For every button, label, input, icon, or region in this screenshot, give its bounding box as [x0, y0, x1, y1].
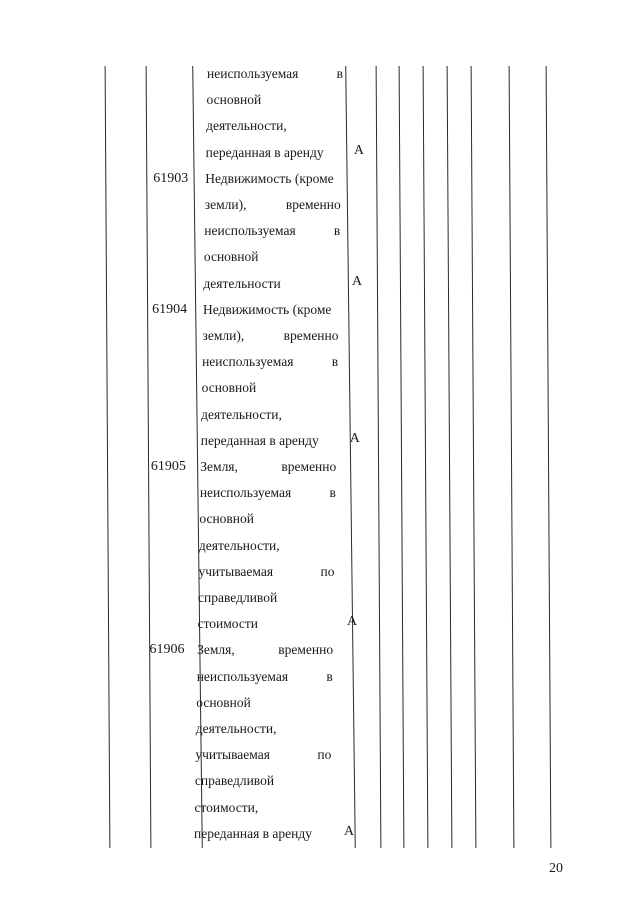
description-line — [195, 773, 331, 789]
description-word: стоимости, — [194, 799, 259, 815]
column-rule — [345, 66, 356, 848]
description-line — [204, 223, 340, 239]
column-rule — [146, 66, 152, 848]
description-word: основной — [203, 249, 259, 265]
description-line — [203, 276, 339, 292]
column-rule — [471, 66, 477, 848]
account-type-mark: A — [344, 823, 355, 839]
description-line — [206, 118, 342, 134]
description-word: деятельности, — [195, 721, 277, 736]
column-rule — [546, 66, 552, 848]
description-line — [206, 145, 342, 161]
description-word: неиспользуемая — [202, 354, 294, 370]
description-word: Недвижимость (кроме — [202, 301, 332, 317]
description-line — [196, 721, 332, 737]
description-word: деятельности — [203, 275, 281, 291]
description-line — [198, 590, 334, 606]
account-code: 61906 — [149, 642, 185, 658]
description-line — [204, 249, 340, 265]
description-word: в — [329, 485, 336, 501]
description-word: в — [331, 354, 339, 370]
account-code: 61904 — [152, 301, 188, 317]
description-word: по — [317, 747, 332, 763]
description-line — [194, 826, 330, 842]
description-word: основной — [206, 92, 262, 108]
description-line — [201, 407, 337, 423]
description-word: в — [336, 66, 343, 81]
account-type-mark: A — [347, 614, 358, 630]
description-word: переданная в аренду — [205, 144, 324, 160]
description-word: земли), — [204, 197, 247, 212]
column-rule — [399, 66, 405, 848]
account-type-mark: A — [351, 273, 363, 289]
column-rule — [423, 66, 429, 848]
description-word: временно — [281, 459, 337, 474]
description-line — [198, 564, 334, 580]
description-word: учитываемая — [198, 563, 274, 579]
description-word: неиспользуемая — [196, 668, 289, 684]
description-word: неиспользуемая — [207, 66, 299, 81]
description-word: в — [333, 223, 341, 239]
description-word: деятельности, — [201, 406, 282, 422]
description-line — [199, 511, 335, 527]
page-number: 20 — [549, 861, 563, 876]
description-word: земли), — [202, 328, 245, 343]
description-word: основной — [201, 380, 257, 396]
account-code: 61903 — [153, 170, 189, 186]
description-line — [207, 66, 343, 82]
description-word: основной — [196, 694, 251, 710]
column-rule — [105, 66, 111, 848]
description-line — [199, 538, 335, 554]
description-word: временно — [285, 197, 341, 212]
description-word: стоимости — [197, 616, 259, 632]
description-word: по — [320, 563, 335, 579]
description-word: деятельности, — [198, 537, 280, 553]
description-line — [200, 459, 336, 475]
description-word: учитываемая — [195, 747, 270, 763]
account-type-mark: A — [353, 142, 364, 158]
description-line — [194, 800, 330, 816]
description-line — [205, 197, 341, 213]
description-line — [196, 695, 332, 711]
description-word: основной — [199, 511, 255, 527]
description-word: переданная в аренду — [194, 825, 312, 841]
description-line — [203, 302, 339, 318]
description-word: деятельности, — [206, 118, 287, 134]
description-word: справедливой — [194, 773, 275, 789]
description-word: временно — [283, 328, 339, 343]
description-line — [200, 485, 336, 501]
description-word: временно — [278, 642, 334, 658]
description-word: Недвижимость (кроме — [205, 170, 334, 186]
description-word: переданная в аренду — [200, 432, 319, 448]
description-line — [203, 328, 339, 344]
description-word: справедливой — [198, 590, 278, 605]
description-word: неиспользуемая — [199, 485, 292, 501]
description-word: Земля, — [200, 459, 238, 474]
column-rule — [509, 66, 515, 848]
description-line — [195, 747, 331, 763]
column-rule — [376, 66, 382, 848]
account-code: 61905 — [150, 459, 186, 474]
description-line — [202, 380, 338, 396]
description-line — [207, 92, 343, 108]
description-word: неиспользуемая — [204, 223, 296, 239]
description-line — [197, 669, 333, 685]
description-line — [202, 354, 338, 370]
description-line — [198, 616, 334, 632]
description-line — [205, 171, 341, 187]
description-line — [201, 433, 337, 449]
description-word: в — [326, 668, 333, 684]
description-line — [197, 642, 333, 658]
column-rule — [447, 66, 453, 848]
description-word: Земля, — [197, 642, 235, 658]
account-type-mark: A — [349, 430, 360, 446]
